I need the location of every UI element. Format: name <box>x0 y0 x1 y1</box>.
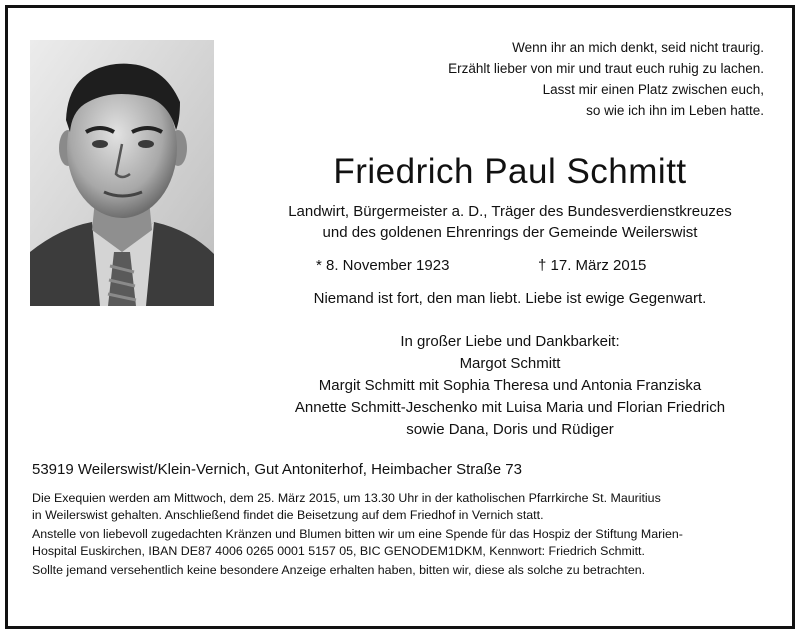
death-date: † 17. März 2015 <box>538 257 647 274</box>
poem-line: Lasst mir einen Platz zwischen euch, <box>542 82 764 97</box>
birth-date: * 8. November 1923 <box>316 257 450 274</box>
mourners-list <box>230 331 790 441</box>
mourner-line: Annette Schmitt-Jeschenko mit Luisa Maria und Florian Friedrich <box>294 399 726 416</box>
mourner-line: Margot Schmitt <box>459 355 561 372</box>
donation-line: Anstelle von liebevoll zugedachten Kränzen und Blumen bitten wir um eine Spende für das Hospiz der Stiftung Marien- <box>32 527 683 541</box>
donation-paragraph <box>32 526 777 559</box>
exequien-line: Die Exequien werden am Mittwoch, dem 25. März 2015, um 13.30 Uhr in der katholischen Pfarrkirche St. Mauritius <box>32 491 661 505</box>
notice-paragraph: Sollte jemand versehentlich keine besondere Anzeige erhalten haben, bitten wir, diese als solche zu betrachten. <box>32 563 646 577</box>
exequien-paragraph <box>32 490 777 523</box>
deceased-titles <box>230 201 790 243</box>
deceased-name: Friedrich Paul Schmitt <box>333 152 687 191</box>
donation-line: Hospital Euskirchen, IBAN DE87 4006 0265 0001 5157 05, BIC GENODEM1DKM, Kennwort: Friedrich Schmitt. <box>32 543 645 558</box>
poem-line: Erzählt lieber von mir und traut euch ruhig zu lachen. <box>448 61 764 76</box>
poem <box>304 37 764 121</box>
portrait-photo <box>30 40 214 306</box>
title-line: Landwirt, Bürgermeister a. D., Träger des Bundesverdienstkreuzes <box>288 203 732 220</box>
motto: Niemand ist fort, den man liebt. Liebe ist ewige Gegenwart. <box>313 290 707 307</box>
mourners-intro: In großer Liebe und Dankbarkeit: <box>400 333 620 350</box>
exequien-line: in Weilerswist gehalten. Anschließend findet die Beisetzung auf dem Friedhof in Vernich statt. <box>32 507 544 522</box>
funeral-details <box>32 490 777 582</box>
title-line: und des goldenen Ehrenrings der Gemeinde Weilerswist <box>322 224 698 241</box>
portrait-image <box>30 40 214 306</box>
mourner-line: Margit Schmitt mit Sophia Theresa und Antonia Franziska <box>318 377 702 394</box>
family-address: 53919 Weilerswist/Klein-Vernich, Gut Antoniterhof, Heimbacher Straße 73 <box>32 461 522 478</box>
poem-line: so wie ich ihn im Leben hatte. <box>586 103 764 118</box>
mourner-line: sowie Dana, Doris und Rüdiger <box>406 421 614 438</box>
poem-line: Wenn ihr an mich denkt, seid nicht traurig. <box>512 40 764 55</box>
